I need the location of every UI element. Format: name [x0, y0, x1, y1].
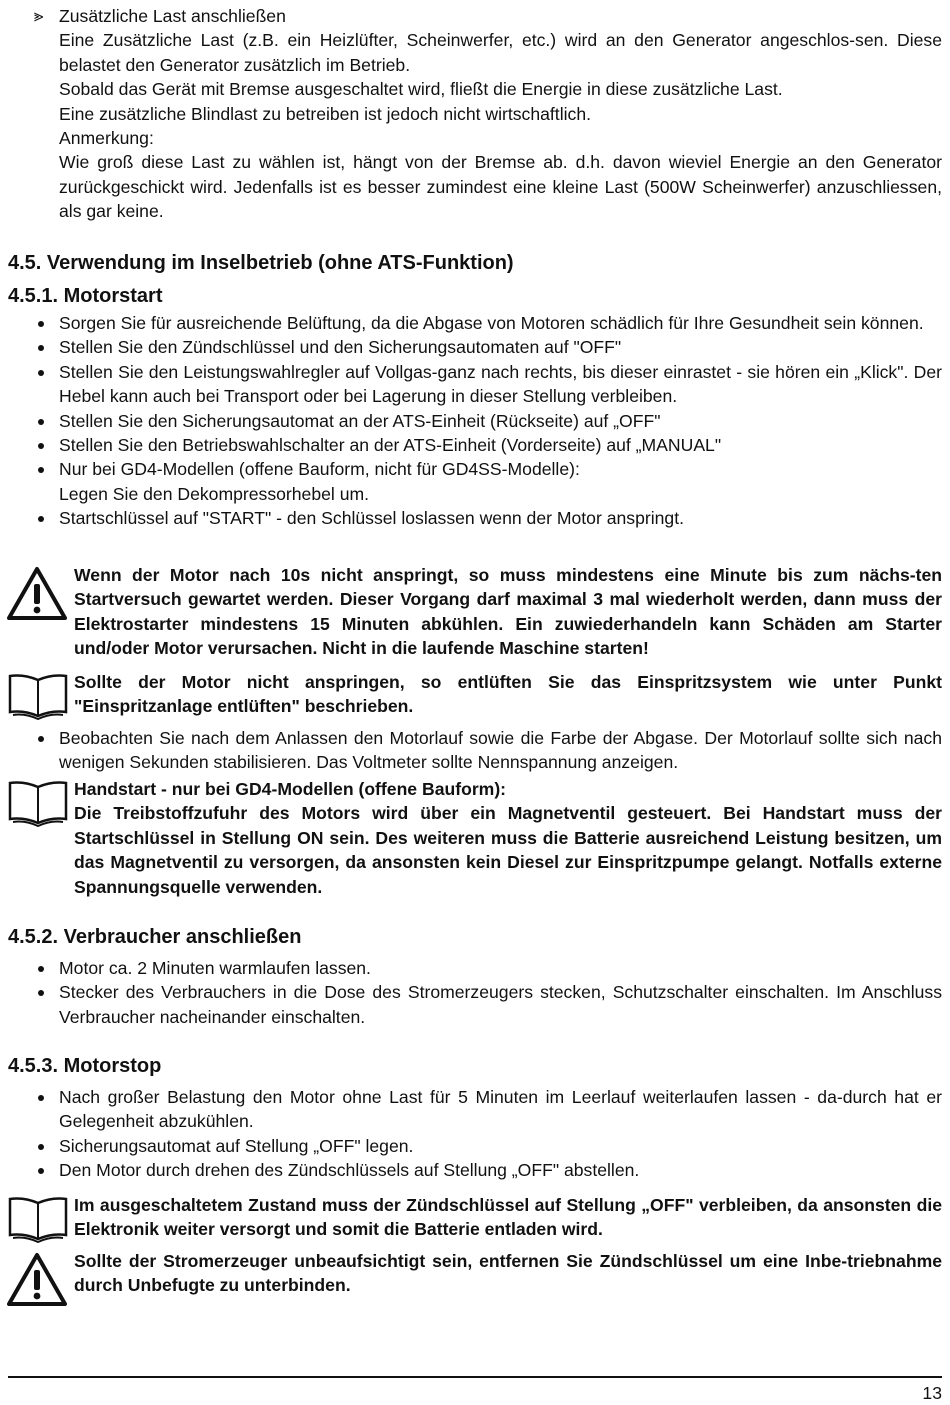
info-note-block	[0, 777, 950, 899]
list-item: Beobachten Sie nach dem Anlassen den Motorlauf sowie die Farbe der Abgase. Der Motorlauf sollte sich nach wenigen Sekunden stabilisieren. Das Voltmeter sollte Nennspannung anzeigen.	[0, 726, 950, 775]
verbraucher-list	[0, 956, 950, 1029]
info-note-block	[0, 1193, 950, 1242]
list-item: Stellen Sie den Leistungswahlregler auf Vollgas-ganz nach rechts, bis dieser einrastet - sie hören ein „Klick". Der Hebel kann auch bei Transport oder bei Lagerung in dieser Stellung verbleiben.	[0, 360, 950, 409]
motorstart-list	[0, 311, 950, 482]
info-note-block	[0, 670, 950, 719]
section-heading-4-5-3: 4.5.3. Motorstop	[8, 1055, 162, 1077]
intro-line: Sobald das Gerät mit Bremse ausgeschaltet wird, fließt die Energie in diese zusätzliche Last.	[59, 79, 783, 100]
section-heading-4-5-1: 4.5.1. Motorstart	[8, 285, 163, 307]
list-item: Nur bei GD4-Modellen (offene Bauform, nicht für GD4SS-Modelle):	[0, 457, 950, 481]
list-item: Den Motor durch drehen des Zündschlüssels auf Stellung „OFF" abstellen.	[0, 1158, 950, 1182]
list-item: Stecker des Verbrauchers in die Dose des Stromerzeugers stecken, Schutzschalter einschalten. Im Anschluss Verbraucher nacheinander einschalten.	[0, 980, 950, 1029]
book-icon	[6, 779, 70, 827]
list-item-continuation: Legen Sie den Dekompressorhebel um.	[59, 483, 370, 504]
warning-text: Sollte der Stromerzeuger unbeaufsichtigt sein, entfernen Sie Zündschlüssel um eine Inbe-triebnahme durch Unbefugte zu unterbinden.	[74, 1251, 942, 1296]
warning-triangle-icon	[6, 565, 68, 621]
list-item: Sorgen Sie für ausreichende Belüftung, da die Abgase von Motoren schädlich für Ihre Gesundheit sein können.	[0, 311, 950, 335]
list-item: Startschlüssel auf "START" - den Schlüssel loslassen wenn der Motor anspringt.	[0, 506, 950, 530]
warning-block	[0, 1249, 950, 1298]
section-heading-4-5: 4.5. Verwendung im Inselbetrieb (ohne ATS-Funktion)	[8, 252, 514, 274]
motorstop-list	[0, 1085, 950, 1183]
list-item: Sicherungsautomat auf Stellung „OFF" legen.	[0, 1134, 950, 1158]
intro-title: Zusätzliche Last anschließen	[59, 6, 286, 26]
double-arrow-icon: ⪢	[34, 6, 44, 25]
list-item: Stellen Sie den Zündschlüssel und den Sicherungsautomaten auf "OFF"	[0, 335, 950, 359]
warning-block	[0, 563, 950, 661]
intro-line: Eine zusätzliche Blindlast zu betreiben ist jedoch nicht wirtschaftlich.	[59, 103, 591, 124]
section-heading-4-5-2: 4.5.2. Verbraucher anschließen	[8, 926, 302, 948]
list-item: Nach großer Belastung den Motor ohne Last für 5 Minuten im Leerlauf weiterlaufen lassen - da-durch hat er Gelegenheit abzukühlen.	[0, 1085, 950, 1134]
warning-triangle-icon	[6, 1251, 68, 1307]
intro-line: Eine Zusätzliche Last (z.B. ein Heizlüfter, Scheinwerfer, etc.) wird an den Generator angeschlos-sen. Diese belastet den Generator zusätzlich im Betrieb.	[59, 30, 942, 75]
intro-section	[0, 4, 950, 224]
page-number: 13	[922, 1383, 942, 1403]
footer-divider	[8, 1376, 942, 1378]
info-note-text: Sollte der Motor nicht anspringen, so entlüften Sie das Einspritzsystem wie unter Punkt "Einspritzanlage entlüften" beschrieben.	[74, 672, 942, 717]
book-icon	[6, 672, 70, 720]
intro-line: Anmerkung:	[59, 128, 154, 149]
info-note-title: Handstart - nur bei GD4-Modellen (offene Bauform):	[74, 779, 507, 799]
intro-line: Wie groß diese Last zu wählen ist, hängt von der Bremse ab. d.h. davon wieviel Energie an den Generator zurückgeschickt wird. Jedenfalls ist es besser zumindest eine kleine Last (500W Scheinwerfer) anzuschliessen, als gar keine.	[59, 152, 942, 222]
warning-text: Wenn der Motor nach 10s nicht anspringt, so muss mindestens eine Minute bis zum nächs-ten Startversuch gewartet werden. Dieser Vorgang darf maximal 3 mal wiederholt werden, dann muss der Elektrostarter mindestens 15 Minuten abkühlen. Ein zuwiederhandeln kann Schäden am Starter und/oder Motor verursachen. Nicht in die laufende Maschine starten!	[74, 565, 942, 659]
book-icon	[6, 1195, 70, 1243]
list-item: Stellen Sie den Sicherungsautomat an der ATS-Einheit (Rückseite) auf „OFF"	[0, 409, 950, 433]
info-note-text: Die Treibstoffzufuhr des Motors wird über ein Magnetventil gesteuert. Bei Handstart muss der Startschlüssel in Stellung ON sein. Des weiteren muss die Batterie ausreichend Leistung besitzen, um das Magnetventil zu versorgen, da ansonsten kein Diesel zur Einspritzpumpe gelangt. Notfalls externe Spannungsquelle verwenden.	[74, 803, 942, 897]
info-note-text: Im ausgeschaltetem Zustand muss der Zündschlüssel auf Stellung „OFF" verbleiben, da ansonsten die Elektronik weiter versorgt und somit die Batterie entladen wird.	[74, 1195, 942, 1240]
list-item: Motor ca. 2 Minuten warmlaufen lassen.	[0, 956, 950, 980]
list-item: Stellen Sie den Betriebswahlschalter an der ATS-Einheit (Vorderseite) auf „MANUAL"	[0, 433, 950, 457]
